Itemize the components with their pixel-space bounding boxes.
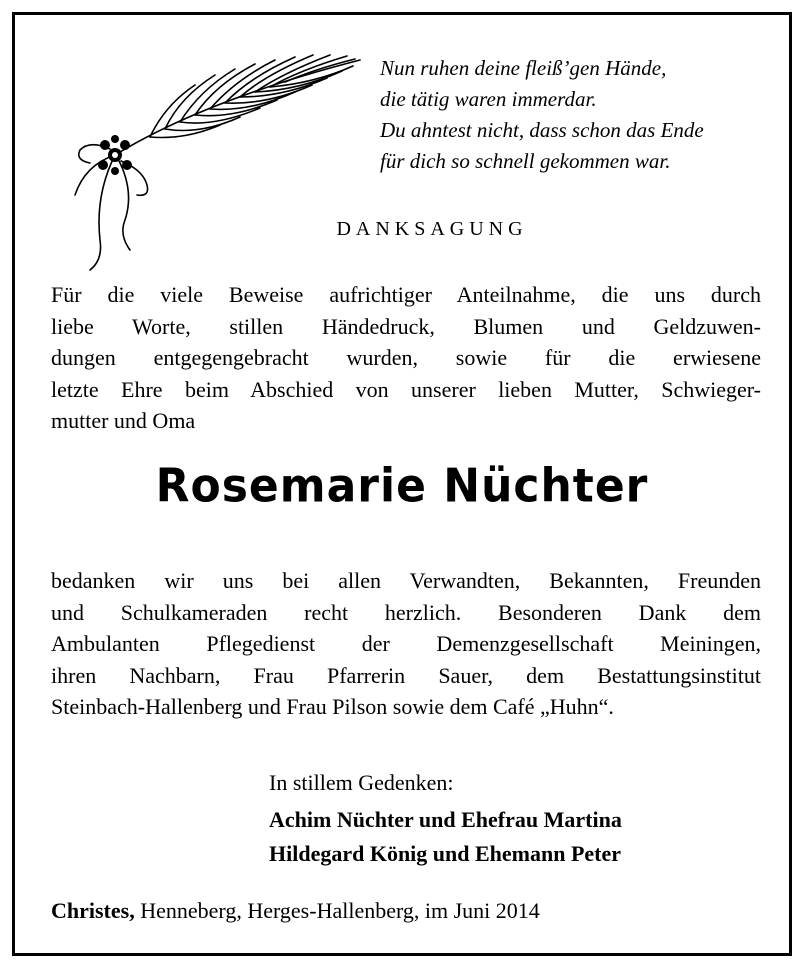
intro-line: liebe Worte, stillen Händedruck, Blumen und Geldzuwen- xyxy=(51,313,761,339)
signers xyxy=(269,803,622,871)
thanks-paragraph xyxy=(51,565,761,723)
thanks-line: bedanken wir uns bei allen Verwandten, Bekannten, Freunden xyxy=(51,568,761,593)
closing-text: In stillem Gedenken: xyxy=(269,770,454,795)
heading: DANKSAGUNG xyxy=(336,218,528,240)
place-date xyxy=(51,898,540,924)
poem xyxy=(380,53,780,177)
place-bold: Christes, xyxy=(51,898,135,923)
poem-line: Nun ruhen deine fleiß’gen Hände, xyxy=(380,56,667,80)
intro-line: Für die viele Beweise aufrichtiger Anteilnahme, die uns durch xyxy=(51,282,761,307)
poem-line: für dich so schnell gekommen war. xyxy=(380,149,671,173)
thanks-line: Steinbach-Hallenberg und Frau Pilson sowie dem Café „Huhn“. xyxy=(51,694,614,719)
intro-line: mutter und Oma xyxy=(51,408,196,433)
thanks-line: Ambulanten Pflegedienst der Demenzgesellschaft Meiningen, xyxy=(51,631,761,656)
thanks-line: ihren Nachbarn, Frau Pfarrerin Sauer, dem Bestattungsinstitut xyxy=(51,662,761,688)
intro-line: dungen entgegengebracht wurden, sowie für die erwiesene xyxy=(51,345,761,370)
thanks-line: und Schulkameraden recht herzlich. Besonderen Dank dem xyxy=(51,599,761,625)
obituary-frame xyxy=(12,12,792,956)
signer: Achim Nüchter und Ehefrau Martina xyxy=(269,807,622,832)
signer: Hildegard König und Ehemann Peter xyxy=(269,841,622,866)
poem-line: die tätig waren immerdar. xyxy=(380,87,597,111)
deceased-name: Rosemarie Nüchter xyxy=(155,459,649,514)
intro-paragraph xyxy=(51,279,761,437)
place-rest: Henneberg, Herges-Hallenberg, im Juni 2014 xyxy=(134,898,540,923)
poem-line: Du ahntest nicht, dass schon das Ende xyxy=(380,118,704,142)
intro-line: letzte Ehre beim Abschied von unserer lieben Mutter, Schwieger- xyxy=(51,376,761,402)
